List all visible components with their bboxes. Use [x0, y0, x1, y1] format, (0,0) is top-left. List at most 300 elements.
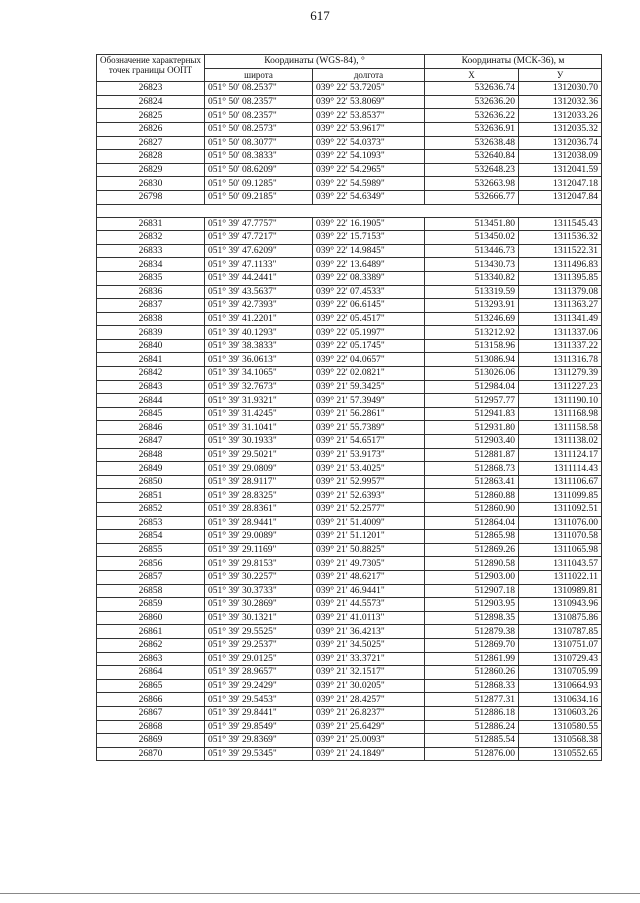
group-separator-cell	[97, 204, 602, 217]
point-id-cell: 26854	[97, 530, 205, 544]
point-id-cell: 26869	[97, 734, 205, 748]
y-cell: 1310875.86	[519, 611, 602, 625]
x-cell: 512886.24	[425, 720, 519, 734]
latitude-cell: 051° 39' 28.8325"	[205, 489, 313, 503]
longitude-cell: 039° 22' 07.4533"	[313, 285, 425, 299]
x-cell: 513293.91	[425, 299, 519, 313]
longitude-cell: 039° 21' 32.1517"	[313, 666, 425, 680]
latitude-cell: 051° 39' 38.3833"	[205, 339, 313, 353]
point-id-cell: 26865	[97, 679, 205, 693]
x-cell: 532666.77	[425, 190, 519, 204]
coordinates-table	[96, 54, 602, 761]
table-row	[97, 584, 602, 598]
table-row	[97, 299, 602, 313]
point-id-cell: 26831	[97, 217, 205, 231]
x-cell: 512863.41	[425, 475, 519, 489]
x-cell: 512984.04	[425, 380, 519, 394]
longitude-cell: 039° 22' 05.1745"	[313, 339, 425, 353]
x-cell: 512898.35	[425, 611, 519, 625]
latitude-cell: 051° 39' 28.9117"	[205, 475, 313, 489]
y-cell: 1311522.31	[519, 244, 602, 258]
table-row	[97, 190, 602, 204]
y-cell: 1312036.74	[519, 136, 602, 150]
latitude-cell: 051° 39' 47.7757"	[205, 217, 313, 231]
x-cell: 512860.88	[425, 489, 519, 503]
longitude-cell: 039° 21' 24.1849"	[313, 747, 425, 761]
bottom-rule	[0, 893, 640, 894]
x-cell: 512903.40	[425, 435, 519, 449]
longitude-cell: 039° 22' 54.6349"	[313, 190, 425, 204]
longitude-cell: 039° 21' 52.9957"	[313, 475, 425, 489]
table-row	[97, 516, 602, 530]
latitude-cell: 051° 39' 30.1933"	[205, 435, 313, 449]
latitude-cell: 051° 39' 29.8441"	[205, 706, 313, 720]
point-id-cell: 26858	[97, 584, 205, 598]
y-cell: 1312038.09	[519, 150, 602, 164]
latitude-cell: 051° 39' 47.7217"	[205, 231, 313, 245]
table-row	[97, 530, 602, 544]
point-id-cell: 26859	[97, 598, 205, 612]
point-id-cell: 26849	[97, 462, 205, 476]
header-point-label: Обозначение характерных точек границы ООПТ	[97, 55, 205, 82]
y-cell: 1311092.51	[519, 503, 602, 517]
x-cell: 513086.94	[425, 353, 519, 367]
point-id-cell: 26867	[97, 706, 205, 720]
point-id-cell: 26828	[97, 150, 205, 164]
latitude-cell: 051° 39' 32.7673"	[205, 380, 313, 394]
latitude-cell: 051° 39' 29.0089"	[205, 530, 313, 544]
longitude-cell: 039° 21' 48.6217"	[313, 570, 425, 584]
longitude-cell: 039° 21' 30.0205"	[313, 679, 425, 693]
x-cell: 512864.04	[425, 516, 519, 530]
point-id-cell: 26845	[97, 407, 205, 421]
point-id-cell: 26835	[97, 271, 205, 285]
point-id-cell: 26843	[97, 380, 205, 394]
x-cell: 532636.74	[425, 82, 519, 96]
latitude-cell: 051° 39' 44.2441"	[205, 271, 313, 285]
table-row	[97, 136, 602, 150]
latitude-cell: 051° 50' 08.2357"	[205, 95, 313, 109]
header-msk36: Координаты (МСК-36), м	[425, 55, 602, 69]
x-cell: 512886.18	[425, 706, 519, 720]
y-cell: 1312047.18	[519, 177, 602, 191]
y-cell: 1311337.06	[519, 326, 602, 340]
x-cell: 512885.54	[425, 734, 519, 748]
table-row	[97, 217, 602, 231]
point-id-cell: 26841	[97, 353, 205, 367]
table-row	[97, 95, 602, 109]
table-row	[97, 163, 602, 177]
y-cell: 1310751.07	[519, 638, 602, 652]
table-row	[97, 747, 602, 761]
y-cell: 1311337.22	[519, 339, 602, 353]
latitude-cell: 051° 39' 29.5453"	[205, 693, 313, 707]
longitude-cell: 039° 21' 53.4025"	[313, 462, 425, 476]
y-cell: 1311496.83	[519, 258, 602, 272]
table-row	[97, 557, 602, 571]
point-id-cell: 26855	[97, 543, 205, 557]
y-cell: 1310705.99	[519, 666, 602, 680]
longitude-cell: 039° 22' 02.0821"	[313, 367, 425, 381]
table-row	[97, 706, 602, 720]
latitude-cell: 051° 39' 41.2201"	[205, 312, 313, 326]
longitude-cell: 039° 21' 57.3949"	[313, 394, 425, 408]
x-cell: 512861.99	[425, 652, 519, 666]
longitude-cell: 039° 21' 51.4009"	[313, 516, 425, 530]
point-id-cell: 26860	[97, 611, 205, 625]
table-row	[97, 150, 602, 164]
latitude-cell: 051° 50' 08.2537"	[205, 82, 313, 96]
y-cell: 1311099.85	[519, 489, 602, 503]
table-row	[97, 693, 602, 707]
table-row	[97, 489, 602, 503]
x-cell: 512957.77	[425, 394, 519, 408]
latitude-cell: 051° 39' 30.3733"	[205, 584, 313, 598]
point-id-cell: 26840	[97, 339, 205, 353]
table-row	[97, 380, 602, 394]
point-id-cell: 26862	[97, 638, 205, 652]
y-cell: 1311114.43	[519, 462, 602, 476]
longitude-cell: 039° 21' 56.2861"	[313, 407, 425, 421]
longitude-cell: 039° 22' 54.5989"	[313, 177, 425, 191]
latitude-cell: 051° 39' 29.1169"	[205, 543, 313, 557]
x-cell: 512879.38	[425, 625, 519, 639]
latitude-cell: 051° 39' 29.2537"	[205, 638, 313, 652]
point-id-cell: 26832	[97, 231, 205, 245]
x-cell: 513430.73	[425, 258, 519, 272]
x-cell: 532663.98	[425, 177, 519, 191]
y-cell: 1311106.67	[519, 475, 602, 489]
header-row	[97, 55, 602, 69]
x-cell: 512865.98	[425, 530, 519, 544]
group-separator-row	[97, 204, 602, 217]
longitude-cell: 039° 21' 54.6517"	[313, 435, 425, 449]
point-id-cell: 26838	[97, 312, 205, 326]
y-cell: 1311022.11	[519, 570, 602, 584]
latitude-cell: 051° 39' 40.1293"	[205, 326, 313, 340]
longitude-cell: 039° 21' 36.4213"	[313, 625, 425, 639]
x-cell: 512877.31	[425, 693, 519, 707]
longitude-cell: 039° 22' 54.2965"	[313, 163, 425, 177]
y-cell: 1310943.96	[519, 598, 602, 612]
latitude-cell: 051° 39' 47.6209"	[205, 244, 313, 258]
subheader-latitude: широта	[205, 68, 313, 82]
point-id-cell: 26842	[97, 367, 205, 381]
point-id-cell: 26826	[97, 122, 205, 136]
x-cell: 512903.00	[425, 570, 519, 584]
table-row	[97, 353, 602, 367]
table-row	[97, 679, 602, 693]
longitude-cell: 039° 21' 33.3721"	[313, 652, 425, 666]
longitude-cell: 039° 22' 14.9845"	[313, 244, 425, 258]
point-id-cell: 26830	[97, 177, 205, 191]
table-row	[97, 285, 602, 299]
table-row	[97, 82, 602, 96]
y-cell: 1311536.32	[519, 231, 602, 245]
latitude-cell: 051° 39' 43.5637"	[205, 285, 313, 299]
point-id-cell: 26834	[97, 258, 205, 272]
longitude-cell: 039° 21' 50.8825"	[313, 543, 425, 557]
longitude-cell: 039° 22' 53.7205"	[313, 82, 425, 96]
longitude-cell: 039° 22' 13.6489"	[313, 258, 425, 272]
x-cell: 512890.58	[425, 557, 519, 571]
y-cell: 1311379.08	[519, 285, 602, 299]
longitude-cell: 039° 22' 08.3389"	[313, 271, 425, 285]
latitude-cell: 051° 50' 09.1285"	[205, 177, 313, 191]
longitude-cell: 039° 21' 34.5025"	[313, 638, 425, 652]
latitude-cell: 051° 50' 08.6209"	[205, 163, 313, 177]
y-cell: 1311070.58	[519, 530, 602, 544]
point-id-cell: 26853	[97, 516, 205, 530]
longitude-cell: 039° 21' 55.7389"	[313, 421, 425, 435]
table-row	[97, 503, 602, 517]
y-cell: 1310568.38	[519, 734, 602, 748]
point-id-cell: 26846	[97, 421, 205, 435]
table-row	[97, 570, 602, 584]
table-row	[97, 258, 602, 272]
latitude-cell: 051° 39' 36.0613"	[205, 353, 313, 367]
y-cell: 1310603.26	[519, 706, 602, 720]
longitude-cell: 039° 21' 52.2577"	[313, 503, 425, 517]
point-id-cell: 26847	[97, 435, 205, 449]
latitude-cell: 051° 50' 08.2357"	[205, 109, 313, 123]
point-id-cell: 26851	[97, 489, 205, 503]
table-row	[97, 339, 602, 353]
subheader-y: У	[519, 68, 602, 82]
y-cell: 1311168.98	[519, 407, 602, 421]
point-id-cell: 26870	[97, 747, 205, 761]
latitude-cell: 051° 39' 29.8549"	[205, 720, 313, 734]
longitude-cell: 039° 21' 25.6429"	[313, 720, 425, 734]
x-cell: 513451.80	[425, 217, 519, 231]
table-row	[97, 462, 602, 476]
latitude-cell: 051° 50' 08.3833"	[205, 150, 313, 164]
x-cell: 532636.20	[425, 95, 519, 109]
y-cell: 1312033.26	[519, 109, 602, 123]
y-cell: 1311043.57	[519, 557, 602, 571]
longitude-cell: 039° 21' 52.6393"	[313, 489, 425, 503]
latitude-cell: 051° 39' 29.8369"	[205, 734, 313, 748]
point-id-cell: 26836	[97, 285, 205, 299]
latitude-cell: 051° 39' 29.5345"	[205, 747, 313, 761]
longitude-cell: 039° 21' 26.8237"	[313, 706, 425, 720]
latitude-cell: 051° 39' 30.2869"	[205, 598, 313, 612]
x-cell: 512868.33	[425, 679, 519, 693]
table-body	[97, 82, 602, 761]
point-id-cell: 26798	[97, 190, 205, 204]
y-cell: 1311395.85	[519, 271, 602, 285]
y-cell: 1311363.27	[519, 299, 602, 313]
latitude-cell: 051° 50' 09.2185"	[205, 190, 313, 204]
x-cell: 512931.80	[425, 421, 519, 435]
latitude-cell: 051° 39' 29.2429"	[205, 679, 313, 693]
x-cell: 532638.48	[425, 136, 519, 150]
y-cell: 1311065.98	[519, 543, 602, 557]
point-id-cell: 26824	[97, 95, 205, 109]
x-cell: 512903.95	[425, 598, 519, 612]
y-cell: 1312041.59	[519, 163, 602, 177]
point-id-cell: 26827	[97, 136, 205, 150]
y-cell: 1312047.84	[519, 190, 602, 204]
latitude-cell: 051° 39' 29.5021"	[205, 448, 313, 462]
point-id-cell: 26829	[97, 163, 205, 177]
y-cell: 1311279.39	[519, 367, 602, 381]
point-id-cell: 26863	[97, 652, 205, 666]
table-row	[97, 244, 602, 258]
y-cell: 1310989.81	[519, 584, 602, 598]
table-row	[97, 475, 602, 489]
latitude-cell: 051° 39' 28.9657"	[205, 666, 313, 680]
table-row	[97, 109, 602, 123]
latitude-cell: 051° 39' 31.9321"	[205, 394, 313, 408]
longitude-cell: 039° 21' 28.4257"	[313, 693, 425, 707]
latitude-cell: 051° 39' 31.1041"	[205, 421, 313, 435]
table-row	[97, 367, 602, 381]
longitude-cell: 039° 22' 53.8069"	[313, 95, 425, 109]
y-cell: 1311341.49	[519, 312, 602, 326]
longitude-cell: 039° 22' 53.8537"	[313, 109, 425, 123]
table-row	[97, 543, 602, 557]
point-id-cell: 26868	[97, 720, 205, 734]
latitude-cell: 051° 39' 30.1321"	[205, 611, 313, 625]
longitude-cell: 039° 22' 16.1905"	[313, 217, 425, 231]
table-row	[97, 611, 602, 625]
longitude-cell: 039° 22' 05.4517"	[313, 312, 425, 326]
y-cell: 1310787.85	[519, 625, 602, 639]
longitude-cell: 039° 21' 46.9441"	[313, 584, 425, 598]
x-cell: 512876.00	[425, 747, 519, 761]
point-id-cell: 26825	[97, 109, 205, 123]
x-cell: 512941.83	[425, 407, 519, 421]
longitude-cell: 039° 22' 54.0373"	[313, 136, 425, 150]
point-id-cell: 26852	[97, 503, 205, 517]
x-cell: 513212.92	[425, 326, 519, 340]
y-cell: 1310729.43	[519, 652, 602, 666]
longitude-cell: 039° 22' 53.9617"	[313, 122, 425, 136]
table-row	[97, 435, 602, 449]
point-id-cell: 26866	[97, 693, 205, 707]
point-id-cell: 26823	[97, 82, 205, 96]
longitude-cell: 039° 22' 06.6145"	[313, 299, 425, 313]
subheader-x: X	[425, 68, 519, 82]
point-id-cell: 26839	[97, 326, 205, 340]
x-cell: 512869.70	[425, 638, 519, 652]
table-row	[97, 177, 602, 191]
longitude-cell: 039° 21' 49.7305"	[313, 557, 425, 571]
point-id-cell: 26848	[97, 448, 205, 462]
y-cell: 1311316.78	[519, 353, 602, 367]
longitude-cell: 039° 21' 51.1201"	[313, 530, 425, 544]
table-row	[97, 394, 602, 408]
point-id-cell: 26844	[97, 394, 205, 408]
x-cell: 513158.96	[425, 339, 519, 353]
x-cell: 513446.73	[425, 244, 519, 258]
longitude-cell: 039° 22' 04.0657"	[313, 353, 425, 367]
x-cell: 512907.18	[425, 584, 519, 598]
longitude-cell: 039° 21' 53.9173"	[313, 448, 425, 462]
x-cell: 513319.59	[425, 285, 519, 299]
latitude-cell: 051° 39' 29.0809"	[205, 462, 313, 476]
subheader-longitude: долгота	[313, 68, 425, 82]
table-row	[97, 407, 602, 421]
point-id-cell: 26861	[97, 625, 205, 639]
longitude-cell: 039° 21' 41.0113"	[313, 611, 425, 625]
page-number: 617	[310, 8, 330, 23]
latitude-cell: 051° 39' 29.8153"	[205, 557, 313, 571]
point-id-cell: 26833	[97, 244, 205, 258]
longitude-cell: 039° 21' 44.5573"	[313, 598, 425, 612]
y-cell: 1311158.58	[519, 421, 602, 435]
x-cell: 532636.91	[425, 122, 519, 136]
x-cell: 513246.69	[425, 312, 519, 326]
table-row	[97, 448, 602, 462]
latitude-cell: 051° 50' 08.2573"	[205, 122, 313, 136]
y-cell: 1311076.00	[519, 516, 602, 530]
x-cell: 513026.06	[425, 367, 519, 381]
x-cell: 532640.84	[425, 150, 519, 164]
longitude-cell: 039° 21' 59.3425"	[313, 380, 425, 394]
table-row	[97, 652, 602, 666]
point-id-cell: 26864	[97, 666, 205, 680]
longitude-cell: 039° 22' 15.7153"	[313, 231, 425, 245]
table-row	[97, 271, 602, 285]
longitude-cell: 039° 22' 05.1997"	[313, 326, 425, 340]
x-cell: 512860.90	[425, 503, 519, 517]
latitude-cell: 051° 39' 31.4245"	[205, 407, 313, 421]
x-cell: 512860.26	[425, 666, 519, 680]
y-cell: 1311124.17	[519, 448, 602, 462]
table-row	[97, 625, 602, 639]
latitude-cell: 051° 39' 29.5525"	[205, 625, 313, 639]
table-row	[97, 734, 602, 748]
table-row	[97, 421, 602, 435]
x-cell: 512869.26	[425, 543, 519, 557]
latitude-cell: 051° 39' 28.8361"	[205, 503, 313, 517]
latitude-cell: 051° 50' 08.3077"	[205, 136, 313, 150]
table-row	[97, 231, 602, 245]
latitude-cell: 051° 39' 30.2257"	[205, 570, 313, 584]
x-cell: 512868.73	[425, 462, 519, 476]
point-id-cell: 26857	[97, 570, 205, 584]
table-row	[97, 312, 602, 326]
latitude-cell: 051° 39' 29.0125"	[205, 652, 313, 666]
latitude-cell: 051° 39' 34.1065"	[205, 367, 313, 381]
y-cell: 1310580.55	[519, 720, 602, 734]
longitude-cell: 039° 21' 25.0093"	[313, 734, 425, 748]
header-wgs84: Координаты (WGS-84), °	[205, 55, 425, 69]
latitude-cell: 051° 39' 42.7393"	[205, 299, 313, 313]
table-row	[97, 638, 602, 652]
point-id-cell: 26837	[97, 299, 205, 313]
y-cell: 1311190.10	[519, 394, 602, 408]
y-cell: 1312032.36	[519, 95, 602, 109]
y-cell: 1312030.70	[519, 82, 602, 96]
y-cell: 1310634.16	[519, 693, 602, 707]
y-cell: 1311227.23	[519, 380, 602, 394]
x-cell: 512881.87	[425, 448, 519, 462]
table-row	[97, 326, 602, 340]
y-cell: 1311138.02	[519, 435, 602, 449]
table-row	[97, 122, 602, 136]
y-cell: 1311545.43	[519, 217, 602, 231]
table-row	[97, 666, 602, 680]
point-id-cell: 26850	[97, 475, 205, 489]
x-cell: 532636.22	[425, 109, 519, 123]
x-cell: 513450.02	[425, 231, 519, 245]
x-cell: 532648.23	[425, 163, 519, 177]
table-row	[97, 598, 602, 612]
table-row	[97, 720, 602, 734]
